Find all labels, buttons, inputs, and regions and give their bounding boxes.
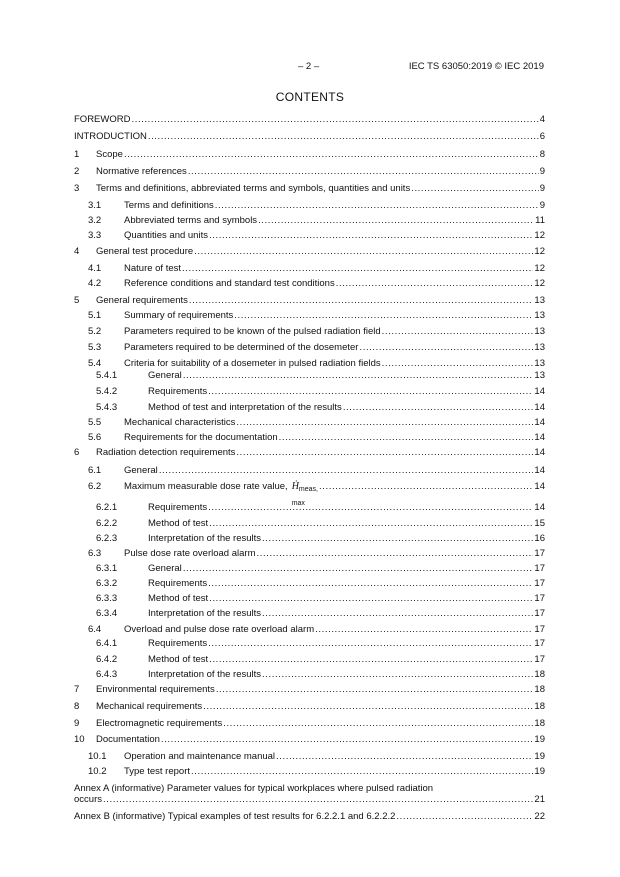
dot-leader: [103, 794, 533, 805]
toc-entry[interactable]: [74, 684, 545, 695]
toc-entry[interactable]: [74, 358, 545, 369]
dot-leader: [209, 518, 533, 529]
toc-entry[interactable]: [74, 766, 545, 777]
toc-entry-title: Terms and definitions: [124, 200, 214, 211]
toc-entry[interactable]: [74, 654, 545, 665]
dot-leader: [257, 548, 534, 559]
toc-entry[interactable]: [74, 200, 545, 211]
toc-entry-page: 17: [534, 624, 545, 635]
toc-entry-page: 14: [534, 402, 545, 413]
toc-entry-number: 6.4.2: [96, 654, 118, 665]
toc-entry-number: 6: [74, 447, 80, 458]
toc-entry[interactable]: [74, 638, 545, 649]
toc-entry-title: Method of test: [148, 593, 209, 604]
toc-entry-title: General: [148, 370, 182, 381]
toc-entry-page: 13: [534, 342, 545, 353]
toc-entry[interactable]: [74, 183, 545, 194]
toc-entry[interactable]: [74, 502, 545, 513]
toc-entry-page: 16: [534, 533, 545, 544]
dot-leader: [191, 766, 533, 777]
dose-rate-subscript: meas, max: [291, 486, 318, 507]
toc-entry-number: 5.5: [88, 417, 102, 428]
toc-entry-number: 6.3: [88, 548, 102, 559]
toc-entry-page: 9: [539, 166, 545, 177]
dot-leader: [203, 701, 533, 712]
toc-entry-number: 6.3.3: [96, 593, 118, 604]
dot-leader: [209, 593, 533, 604]
toc-entry-page: 17: [534, 548, 545, 559]
toc-entry[interactable]: [74, 718, 545, 729]
toc-entry-number: 6.2.2: [96, 518, 118, 529]
dot-leader: [223, 718, 533, 729]
toc-entry-page: 18: [534, 684, 545, 695]
toc-entry-number: 4: [74, 246, 80, 257]
dose-rate-symbol-letter: Ḣ: [291, 481, 299, 492]
toc-entry[interactable]: [74, 386, 545, 397]
toc-entry-title: Documentation: [96, 734, 160, 745]
toc-entry-title: Overload and pulse dose rate overload alarm: [124, 624, 315, 635]
dot-leader: [182, 263, 533, 274]
toc-entry-page: 13: [534, 295, 545, 306]
dot-leader: [234, 310, 533, 321]
dot-leader: [411, 183, 539, 194]
toc-entry-title: Quantities and units: [124, 230, 208, 241]
toc-entry-title: Requirements: [148, 578, 208, 589]
dot-leader: [183, 370, 534, 381]
toc-entry-page: 12: [534, 246, 545, 257]
toc-entry-title: Operation and maintenance manual: [124, 751, 276, 762]
toc-entry-number: 3.2: [88, 215, 102, 226]
toc-entry-page: 17: [534, 563, 545, 574]
toc-entry[interactable]: [74, 215, 545, 226]
toc-entry-number: 10: [74, 734, 85, 745]
toc-entry-page: 18: [534, 669, 545, 680]
dot-leader: [124, 149, 539, 160]
toc-entry[interactable]: [74, 370, 545, 381]
toc-entry-number: 7: [74, 684, 80, 695]
toc-entry-title: General test procedure: [96, 246, 194, 257]
toc-entry[interactable]: [74, 593, 545, 604]
dot-leader: [258, 215, 534, 226]
toc-entry-title: Requirements: [148, 502, 208, 513]
dot-leader: [279, 432, 534, 443]
dot-leader: [382, 326, 534, 337]
toc-entry-page: 9: [539, 200, 545, 211]
toc-entry[interactable]: [74, 131, 545, 142]
toc-entry-title: Interpretation of the results: [148, 533, 262, 544]
toc-entry[interactable]: [74, 230, 545, 241]
toc-entry-number: 5: [74, 295, 80, 306]
toc-entry[interactable]: [74, 295, 545, 306]
dot-leader: [236, 447, 533, 458]
toc-entry-page: 19: [534, 766, 545, 777]
toc-entry-number: 6.2: [88, 481, 102, 492]
toc-entry[interactable]: [74, 669, 545, 680]
dot-leader: [236, 417, 533, 428]
toc-entry[interactable]: [74, 432, 545, 443]
toc-entry-number: 2: [74, 166, 80, 177]
toc-entry-title: Requirements: [148, 638, 208, 649]
toc-entry-number: 6.3.2: [96, 578, 118, 589]
toc-entry[interactable]: [74, 701, 545, 712]
toc-entry-title: Requirements: [148, 386, 208, 397]
toc-entry-number: 6.4: [88, 624, 102, 635]
toc-entry-page: 9: [539, 183, 545, 194]
toc-entry-title: Abbreviated terms and symbols: [124, 215, 258, 226]
toc-entry[interactable]: [74, 114, 545, 125]
toc-entry-number: 6.2.1: [96, 502, 118, 513]
toc-entry-title: Type test report: [124, 766, 191, 777]
toc-entry-page: 8: [539, 149, 545, 160]
dot-leader: [159, 465, 534, 476]
toc-entry-page: 4: [539, 114, 545, 125]
toc-entry[interactable]: [74, 734, 545, 745]
toc-entry-title: Environmental requirements: [96, 684, 215, 695]
toc-entry-number: 6.4.1: [96, 638, 118, 649]
page-header: [0, 61, 620, 75]
toc-entry-title: Electromagnetic requirements: [96, 718, 223, 729]
toc-entry-number: 5.6: [88, 432, 102, 443]
toc-entry-title: Method of test: [148, 654, 209, 665]
annex-title: Annex B (informative) Typical examples of test results for 6.2.2.1 and 6.2.2.2: [74, 811, 396, 822]
toc-entry-page: 14: [534, 386, 545, 397]
toc-entry-page: 13: [534, 326, 545, 337]
toc-entry-page: 14: [534, 481, 545, 492]
toc-entry[interactable]: [74, 402, 545, 413]
toc-entry-page: 17: [534, 638, 545, 649]
annex-title-line: Annex A (informative) Parameter values for typical workplaces where pulsed radiation: [74, 783, 434, 794]
toc-entry-title: Parameters required to be known of the pulsed radiation field: [124, 326, 381, 337]
dot-leader: [183, 563, 534, 574]
toc-entry-title: Interpretation of the results: [148, 608, 262, 619]
toc-entry-page: 18: [534, 701, 545, 712]
toc-entry-page: 17: [534, 608, 545, 619]
toc-entry-title: FOREWORD: [74, 114, 131, 125]
toc-entry-page: 14: [534, 432, 545, 443]
dot-leader: [208, 638, 533, 649]
toc-entry-number: 10.1: [88, 751, 107, 762]
toc-entry-title: Requirements for the documentation: [124, 432, 278, 443]
annex-page: 22: [534, 811, 545, 822]
toc-entry[interactable]: [74, 417, 545, 428]
toc-entry-page: 15: [534, 518, 545, 529]
toc-entry-page: 11: [535, 215, 545, 226]
toc-entry-title: Mechanical requirements: [96, 701, 203, 712]
toc-entry-page: 19: [534, 751, 545, 762]
toc-entry-title: General: [124, 465, 158, 476]
toc-entry-page: 17: [534, 593, 545, 604]
standard-reference: IEC TS 63050:2019 © IEC 2019: [408, 61, 544, 72]
toc-entry-number: 4.1: [88, 263, 102, 274]
toc-entry[interactable]: [74, 278, 545, 289]
annex-title-continuation: occurs: [74, 794, 102, 805]
toc-entry-number: 1: [74, 149, 80, 160]
toc-entry[interactable]: [74, 751, 545, 762]
toc-entry-number: 6.3.1: [96, 563, 118, 574]
toc-entry-number: 3.3: [88, 230, 102, 241]
toc-entry-number: 10.2: [88, 766, 107, 777]
toc-entry[interactable]: [74, 548, 545, 559]
toc-entry[interactable]: [74, 310, 545, 321]
dot-leader: [189, 295, 534, 306]
toc-entry-number: 5.4.2: [96, 386, 118, 397]
toc-entry[interactable]: [74, 263, 545, 274]
dot-leader: [131, 114, 538, 125]
page-number: – 2 –: [298, 61, 320, 72]
dot-leader: [215, 200, 539, 211]
toc-entry-page: 12: [534, 230, 545, 241]
toc-entry-page: 13: [534, 310, 545, 321]
toc-entry-page: 14: [534, 447, 545, 458]
annex-page: 21: [534, 794, 545, 805]
toc-entry[interactable]: [74, 563, 545, 574]
toc-entry-page: 12: [534, 263, 545, 274]
dot-leader: [161, 734, 534, 745]
toc-entry-title: Method of test and interpretation of the results: [148, 402, 342, 413]
dot-leader: [194, 246, 533, 257]
toc-entry[interactable]: [74, 326, 545, 337]
toc-entry-title: General requirements: [96, 295, 188, 306]
toc-entry-title: Parameters required to be determined of the dosemeter: [124, 342, 359, 353]
toc-entry-number: 5.3: [88, 342, 102, 353]
toc-entry-page: 18: [534, 718, 545, 729]
dot-leader: [262, 669, 533, 680]
dot-leader: [188, 166, 539, 177]
toc-entry-page: 14: [534, 417, 545, 428]
toc-entry-number: 5.4.3: [96, 402, 118, 413]
toc-entry-number: 3.1: [88, 200, 102, 211]
toc-entry-number: 4.2: [88, 278, 102, 289]
toc-entry-title: Nature of test: [124, 263, 182, 274]
dot-leader: [148, 131, 539, 142]
toc-entry-page: 14: [534, 465, 545, 476]
toc-entry[interactable]: [74, 447, 545, 458]
toc-entry-page: 14: [534, 502, 545, 513]
toc-entry[interactable]: [74, 342, 545, 353]
toc-entry-page: 17: [534, 578, 545, 589]
dot-leader: [315, 624, 533, 635]
dot-leader: [359, 342, 533, 353]
toc-entry-number: 8: [74, 701, 80, 712]
toc-entry-title: General: [148, 563, 182, 574]
toc-entry-page: 13: [534, 358, 545, 369]
toc-entry[interactable]: [74, 166, 545, 177]
toc-entry[interactable]: [74, 465, 545, 476]
toc-entry-page: 19: [534, 734, 545, 745]
annex-entry[interactable]: [74, 783, 545, 805]
toc-entry-number: 9: [74, 718, 80, 729]
dot-leader: [262, 608, 533, 619]
toc-entry-page: 13: [534, 370, 545, 381]
toc-entry-number: 6.2.3: [96, 533, 118, 544]
toc-entry-title: Method of test: [148, 518, 209, 529]
toc-entry-page: 12: [534, 278, 545, 289]
toc-entry-title: INTRODUCTION: [74, 131, 147, 142]
dot-leader: [382, 358, 534, 369]
dot-leader: [319, 481, 533, 492]
dot-leader: [262, 533, 533, 544]
toc-entry-number: 6.3.4: [96, 608, 118, 619]
dot-leader: [208, 502, 533, 513]
toc-entry-title: Summary of requirements: [124, 310, 234, 321]
contents-title: CONTENTS: [275, 90, 345, 104]
dot-leader: [208, 578, 533, 589]
dot-leader: [276, 751, 533, 762]
dot-leader: [396, 811, 533, 822]
dot-leader: [209, 654, 533, 665]
dot-leader: [208, 386, 533, 397]
toc-entry[interactable]: [74, 518, 545, 529]
toc-entry[interactable]: [74, 624, 545, 635]
toc-entry-title: Pulse dose rate overload alarm: [124, 548, 256, 559]
toc-entry-page: 17: [534, 654, 545, 665]
annex-entry[interactable]: [74, 811, 545, 822]
toc-entry-number: 5.4: [88, 358, 102, 369]
dot-leader: [336, 278, 534, 289]
dot-leader: [343, 402, 534, 413]
toc-entry-title: Criteria for suitability of a dosemeter in pulsed radiation fields: [124, 358, 381, 369]
toc-entry[interactable]: [74, 149, 545, 160]
toc-entry-title: Reference conditions and standard test conditions: [124, 278, 335, 289]
dot-leader: [216, 684, 534, 695]
toc-entry-title: Scope: [96, 149, 123, 160]
toc-entry-number: 3: [74, 183, 80, 194]
toc-entry[interactable]: [74, 246, 545, 257]
toc-entry-number: 5.1: [88, 310, 102, 321]
toc-entry-number: 6.1: [88, 465, 102, 476]
dot-leader: [209, 230, 533, 241]
toc-entry-number: 6.4.3: [96, 669, 118, 680]
toc-entry-title: Interpretation of the results: [148, 669, 262, 680]
toc-entry[interactable]: [74, 608, 545, 619]
toc-entry-title: Normative references: [96, 166, 187, 177]
toc-entry-page: 6: [539, 131, 545, 142]
toc-entry-title: Maximum measurable dose rate value,: [124, 481, 288, 492]
toc-entry-number: 5.4.1: [96, 370, 118, 381]
toc-entry-title: Terms and definitions, abbreviated terms and symbols, quantities and units: [96, 183, 411, 194]
toc-entry-title: Mechanical characteristics: [124, 417, 236, 428]
toc-entry[interactable]: [74, 578, 545, 589]
toc-entry-title: Radiation detection requirements: [96, 447, 236, 458]
toc-entry-number: 5.2: [88, 326, 102, 337]
toc-entry[interactable]: [74, 533, 545, 544]
